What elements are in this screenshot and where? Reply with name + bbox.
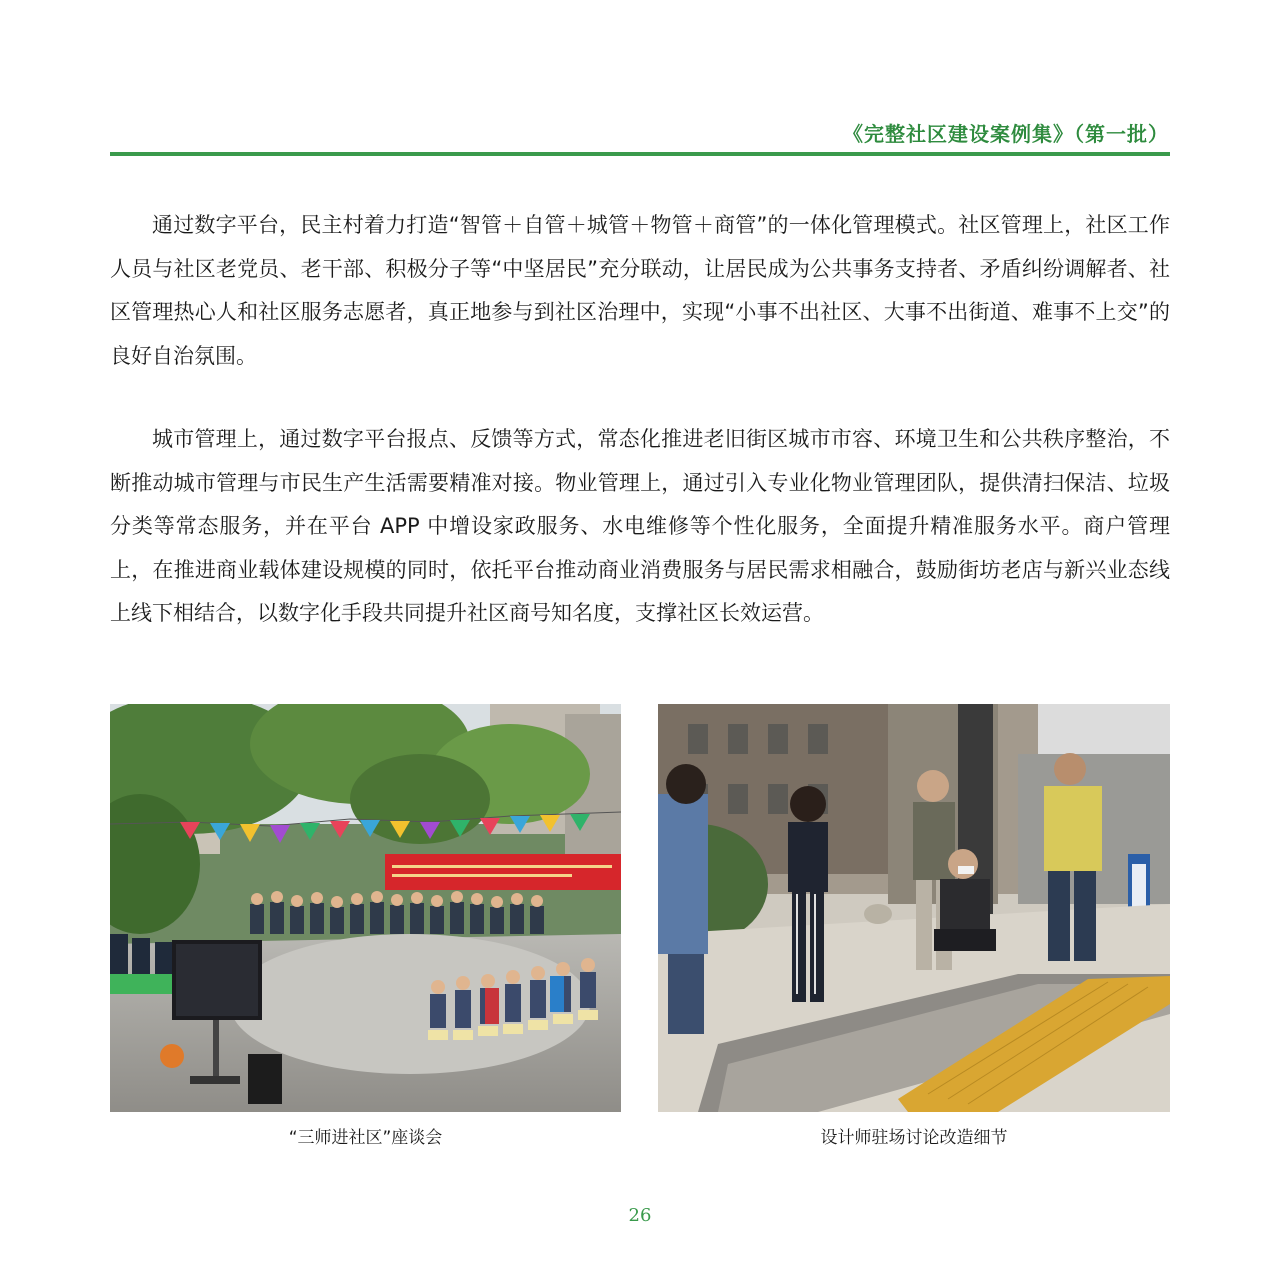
- body-paragraph-2: 城市管理上，通过数字平台报点、反馈等方式，常态化推进老旧街区城市市容、环境卫生和公共秩序整治，不断推动城市管理与市民生产生活需要精准对接。物业管理上，通过引入专业化物业管理团队，提供清扫保洁、垃圾分类等常态服务，并在平台 APP 中增设家政服务、水电维修等个性化服务，全面提升精准服务水平。商户管理上，在推进商业载体建设规模的同时，依托平台推动商业消费服务与居民需求相融合，鼓励街坊老店与新兴业态线上线下相结合，以数字化手段共同提升社区商号知名度，支撑社区长效运营。: [110, 427, 1170, 625]
- photo-designer-onsite-image: [658, 704, 1170, 1112]
- photo-caption-designer-onsite: 设计师驻场讨论改造细节: [820, 1128, 1008, 1148]
- photo-community-forum: [110, 704, 621, 1112]
- body-paragraph-1: 通过数字平台，民主村着力打造“智管＋自管＋城管＋物管＋商管”的一体化管理模式。社区管理上，社区工作人员与社区老党员、老干部、积极分子等“中坚居民”充分联动，让居民成为公共事务支持者、矛盾纠纷调解者、社区管理热心人和社区服务志愿者，真正地参与到社区治理中，实现“小事不出社区、大事不出街道、难事不上交”的良好自治氛围。: [110, 213, 1170, 368]
- photo-designer-onsite: [658, 704, 1170, 1112]
- page-number: 26: [628, 1205, 652, 1226]
- header-divider: [110, 152, 1170, 156]
- running-header-title: 《完整社区建设案例集》（第一批）: [843, 122, 1169, 146]
- photo-caption-community-forum: “三师进社区”座谈会: [288, 1128, 443, 1148]
- photo-community-forum-image: [110, 704, 621, 1112]
